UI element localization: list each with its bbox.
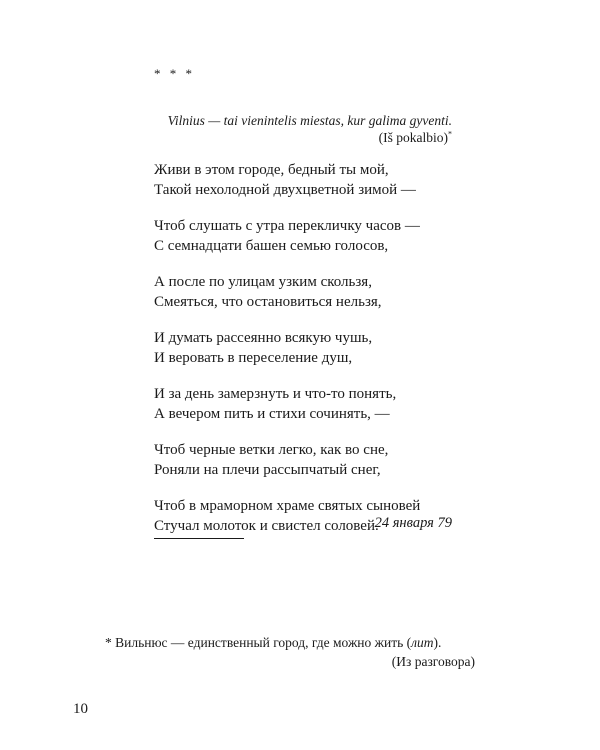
- poem-line: А вечером пить и стихи сочинять, —: [154, 406, 390, 422]
- epigraph: [168, 112, 452, 146]
- section-ornament: * * *: [154, 66, 195, 81]
- footnote: [105, 633, 475, 671]
- poem-line: Роняли на плечи рассыпчатый снег,: [154, 462, 381, 478]
- stanza-2: [154, 216, 420, 256]
- stanza-5: [154, 384, 420, 424]
- epigraph-source: (Iš pokalbio): [378, 130, 448, 145]
- poem-line: Смеяться, что остановиться нельзя,: [154, 294, 382, 310]
- poem-line: Стучал молоток и свистел соловей.: [154, 518, 379, 534]
- poem-line: А после по улицам узким скользя,: [154, 274, 372, 290]
- stanza-4: [154, 328, 420, 368]
- poem-line: Чтоб черные ветки легко, как во сне,: [154, 442, 389, 458]
- stanza-1: [154, 160, 420, 200]
- epigraph-source-line: [168, 129, 452, 146]
- poem-line: Чтоб слушать с утра перекличку часов —: [154, 218, 420, 234]
- poem-line: Такой нехолодной двухцветной зимой —: [154, 182, 416, 198]
- footnote-language: лит: [411, 635, 434, 650]
- footnote-attribution: (Из разговора): [391, 654, 475, 669]
- poem-line: И веровать в переселение душ,: [154, 350, 353, 366]
- poem-line: Чтоб в мраморном храме святых сыновей: [154, 498, 421, 514]
- poem-line: И за день замерзнуть и что-то понять,: [154, 386, 397, 402]
- page-number: 10: [73, 701, 88, 717]
- footnote-text-end: ).: [433, 635, 442, 650]
- footnote-marker: *: [105, 635, 112, 650]
- footnote-text: Вильнюс — единственный город, где можно жить (: [111, 635, 412, 650]
- poem-line: С семнадцати башен семью голосов,: [154, 238, 389, 254]
- footnote-divider: [154, 538, 244, 539]
- stanza-6: [154, 440, 420, 480]
- poem-line: И думать рассеянно всякую чушь,: [154, 330, 373, 346]
- poem-line: Живи в этом городе, бедный ты мой,: [154, 162, 389, 178]
- footnote-text-line: [105, 635, 441, 650]
- footnote-marker: *: [448, 129, 452, 139]
- epigraph-quote: Vilnius — tai vienintelis miestas, kur galima gyventi.: [167, 113, 452, 128]
- stanza-3: [154, 272, 420, 312]
- poem-body: [154, 160, 420, 552]
- poem-date: 24 января 79: [374, 515, 452, 531]
